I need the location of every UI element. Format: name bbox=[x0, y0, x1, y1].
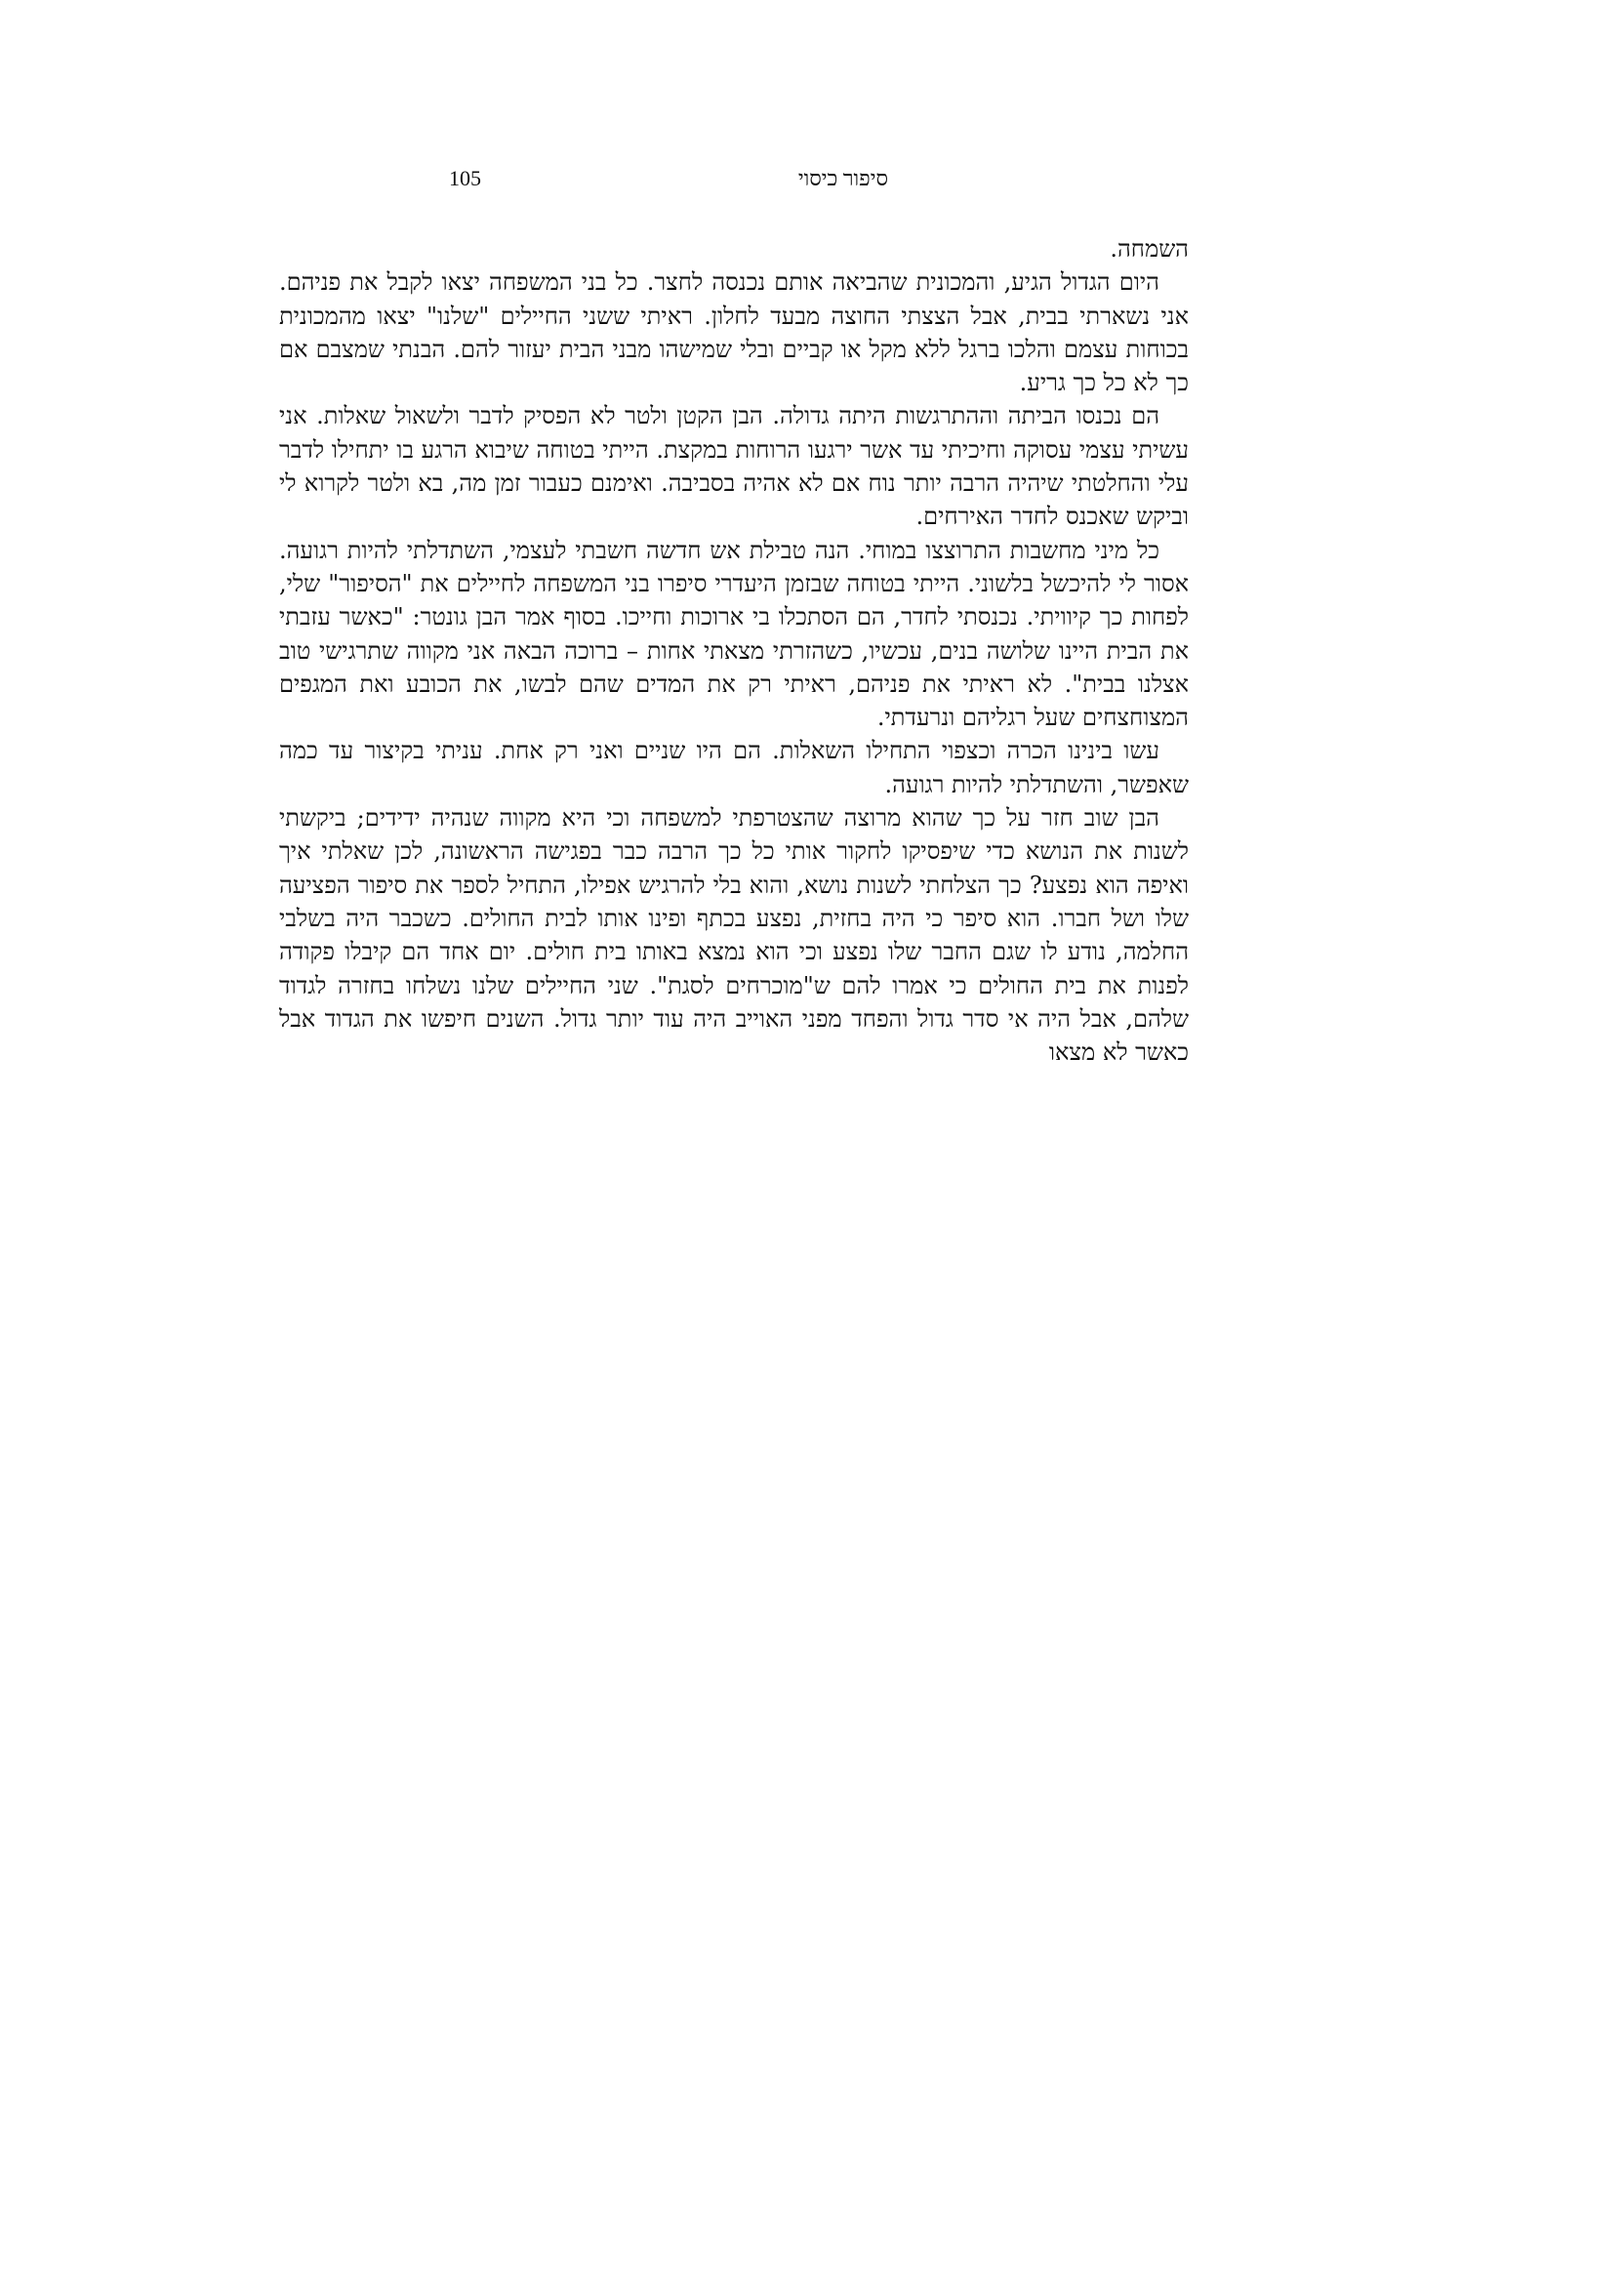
body-text bbox=[279, 232, 1189, 1069]
paragraph: היום הגדול הגיע, והמכונית שהביאה אותם נכנסה לחצר. כל בני המשפחה יצאו לקבל את פניהם. אני נשארתי בבית, אבל הצצתי החוצה מבעד לחלון. ראיתי ששני החיילים "שלנו" יצאו מהמכונית בכוחות עצמם והלכו ברגל ללא מקל או קביים ובלי שמישהו מבני הבית יעזור להם. הבנתי שמצבם אם כך לא כל כך גריע. bbox=[279, 268, 1189, 397]
paragraph: השמחה. bbox=[1110, 235, 1189, 263]
paragraph: עשו בינינו הכרה וכצפוי התחילו השאלות. הם היו שניים ואני רק אחת. עניתי בקיצור עד כמה שאפשר, והשתדלתי להיות רגועה. bbox=[279, 737, 1189, 798]
paragraph: כל מיני מחשבות התרוצצו במוחי. הנה טבילת אש חדשה חשבתי לעצמי, השתדלתי להיות רגועה. אסור לי להיכשל בלשוני. הייתי בטוחה שבזמן היעדרי סיפרו בני המשפחה לחיילים את "הסיפור" שלי, לפחות כך קיוויתי. נכנסתי לחדר, הם הסתכלו בי ארוכות וחייכו. בסוף אמר הבן גונטר: "כאשר עזבתי את הבית היינו שלושה בנים, עכשיו, כשהזרתי מצאתי אחות – ברוכה הבאה אני מקווה שתרגישי טוב אצלנו בבית". לא ראיתי את פניהם, ראיתי רק את המדים שהם לבשו, את הכובע ואת המגפים המצוחצחים שעל רגליהם ונרעדתי. bbox=[279, 536, 1190, 732]
running-title: סיפור כיסוי bbox=[797, 166, 888, 190]
paragraph: הם נכנסו הביתה וההתרגשות היתה גדולה. הבן הקטן ולטר לא הפסיק לדבר ולשאול שאלות. אני עשיתי עצמי עסוקה וחיכיתי עד אשר ירגעו הרוחות במקצת. הייתי בטוחה שיבוא הרגע בו יתחילו לדבר עלי והחלטתי שיהיה הרבה יותר נוח אם לא אהיה בסביבה. ואימנם כעבור זמן מה, בא ולטר לקרוא לי וביקש שאכנס לחדר האירחים. bbox=[279, 402, 1189, 531]
paragraph: הבן שוב חזר על כך שהוא מרוצה שהצטרפתי למשפחה וכי היא מקווה שנהיה ידידים; ביקשתי לשנות את הנושא כדי שיפסיקו לחקור אותי כל כך הרבה כבר בפגישה הראשונה, לכן שאלתי איך ואיפה הוא נפצע? כך הצלחתי לשנות נושא, והוא בלי להרגיש אפילו, התחיל לספר את סיפור הפציעה שלו ושל חברו. הוא סיפר כי היה בחזית, נפצע בכתף ופינו אותו לבית החולים. כשכבר היה בשלבי החלמה, נודע לו שגם החבר שלו נפצע וכי הוא נמצא באותו בית חולים. יום אחד הם קיבלו פקודה לפנות את בית החולים כי אמרו להם ש"מוכרחים לסגת". שני החיילים שלנו נשלחו בחזרה לגדוד שלהם, אבל היה אי סדר גדול והפחד מפני האוייב היה עוד יותר גדול. השנים חיפשו את הגדוד אבל כאשר לא מצאו bbox=[279, 804, 1190, 1067]
running-header bbox=[449, 166, 1181, 205]
page-number: 105 bbox=[449, 166, 481, 190]
